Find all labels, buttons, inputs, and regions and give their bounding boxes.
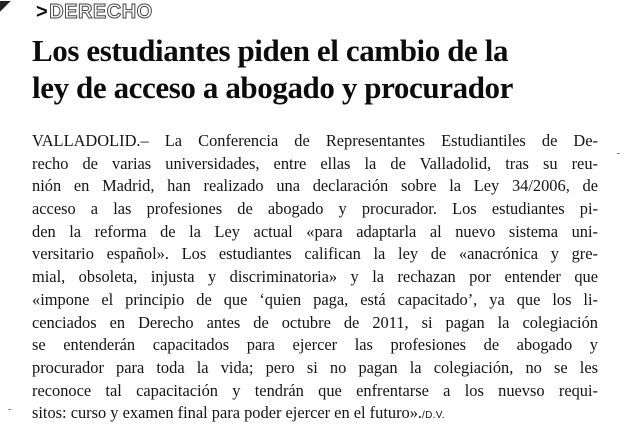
article-line: se entenderán capacitados para ejercer las profesiones de abogado y [32,335,598,355]
headline-line-1: Los estudiantes piden el cambio de la [32,33,509,68]
article-line: procurador para toda la vida; pero si no pagan la colegiación, no se les [32,357,598,377]
article-line: VALLADOLID.– La Conferencia de Representantes Estudiantiles de De- [32,131,598,150]
section-name: DERECHO [49,1,153,23]
article-last-line [32,402,598,425]
scan-dash-mark: - [616,148,620,159]
section-arrow: > [36,1,49,23]
article-line: den la reforma de la Ley actual «para adaptarla al nuevo sistema uni- [32,221,598,241]
section-tag [36,1,153,23]
article-line: mial, obsoleta, injusta y discriminatoria» y la rechazan por entender que [32,267,598,287]
article-line: reconoce tal capacitación y tendrán que enfrentarse a los nuevso requi- [32,380,598,400]
headline [32,32,592,106]
article-line: acceso a las profesiones de abogado y procurador. Los estudiantes pi- [32,199,598,219]
headline-line-2: ley de acceso a abogado y procurador [32,70,513,105]
scan-corner-mark: ◤ [0,0,11,14]
article-line: «impone el principio de que ‘quien paga, está capacitado’, ya que los li- [32,289,598,309]
article-line: versitario español». Los estudiantes califican la ley de «anacrónica y gre- [32,244,598,264]
article-body [32,130,598,425]
scan-dash-mark: - [8,404,12,415]
article-line: cenciados en Derecho antes de octubre de 2011, si pagan la colegiación [32,312,598,332]
article-line: nión en Madrid, han realizado una declaración sobre la Ley 34/2006, de [32,176,598,196]
article-line: sitos: curso y examen final para poder ejercer en el futuro». [32,403,423,423]
author-initials: /D.V. [422,410,445,422]
article-line: recho de varias universidades, entre ellas la de Valladolid, tras su reu- [32,153,598,173]
